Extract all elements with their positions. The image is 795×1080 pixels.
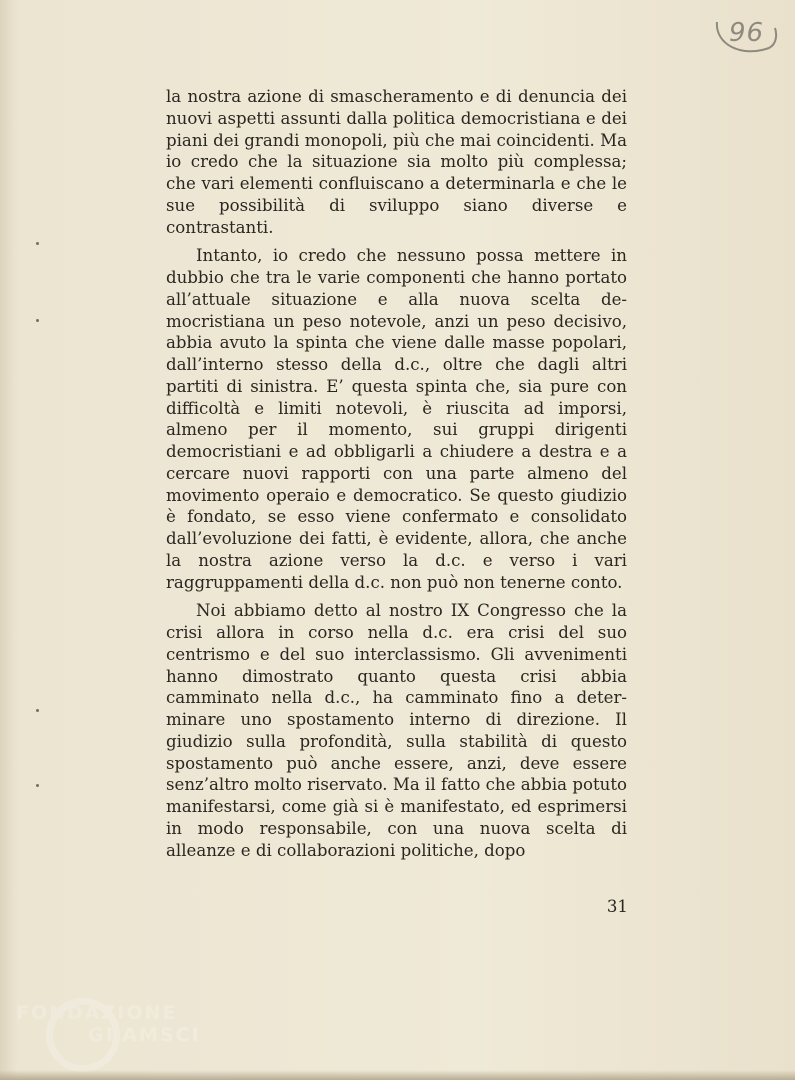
paragraph-1: la nostra azione di smascheramento e di denuncia dei nuovi aspetti assunti dalla politica democristiana e dei piani dei grandi monopoli, più che mai coincidenti. Ma io credo che la situazione sia molto più complessa; che vari elementi confluiscano a determinarla e che le sue possibilità di sviluppo siano diverse e contrastanti. [166, 87, 627, 237]
page-edge [0, 1070, 795, 1080]
watermark [16, 994, 226, 1070]
paragraph-3: Noi abbiamo detto al nostro IX Congresso che la crisi allora in corso nella d.c. era crisi del suo centrismo e del suo interclassismo. Gli avvenimenti hanno dimostrato quanto questa crisi abbia camminato nella d.c., ha camminato fino a determinare uno spostamento interno di direzione. Il giudizio sulla profondità, sulla stabilità di questo spostamento può anche essere, anzi, deve essere senz’altro molto riservato. Ma il fatto che abbia potuto manifestarsi, come già si è manifestato, ed esprimersi in modo responsabile, con una nuova scelta di alleanze e di collaborazioni politiche, dopo [166, 601, 627, 860]
watermark-line-1: FONDAZIONE [16, 1002, 178, 1024]
margin-mark [36, 242, 39, 245]
paragraph-2: Intanto, io credo che nessuno possa mettere in dubbio che tra le varie componenti che hanno portato all’attuale situazione e alla nuova scelta democristiana un peso notevole, anzi un peso decisivo, abbia avuto la spinta che viene dalle masse popolari, dall’interno stesso della d.c., oltre che dagli altri partiti di sinistra. E’ questa spinta che, sia pure con difficoltà e limiti notevoli, è riuscita ad imporsi, almeno per il momento, sui gruppi dirigenti democristiani e ad obbligarli a chiudere a destra e a cercare nuovi rapporti con una parte almeno del movimento operaio e democratico. Se questo giudizio è fondato, se esso viene confermato e consolidato dall’evoluzione dei fatti, è evidente, allora, che anche la nostra azione verso la d.c. e verso i vari raggruppamenti della d.c. non può non tenerne conto. [166, 246, 627, 592]
margin-mark [36, 709, 39, 712]
margin-mark [36, 319, 39, 322]
document-body [166, 86, 627, 868]
archive-number: 96 [729, 18, 765, 48]
watermark-line-2: GRAMSCI [88, 1024, 201, 1046]
archive-stamp [711, 14, 781, 60]
page-number: 31 [606, 897, 628, 916]
margin-mark [36, 784, 39, 787]
